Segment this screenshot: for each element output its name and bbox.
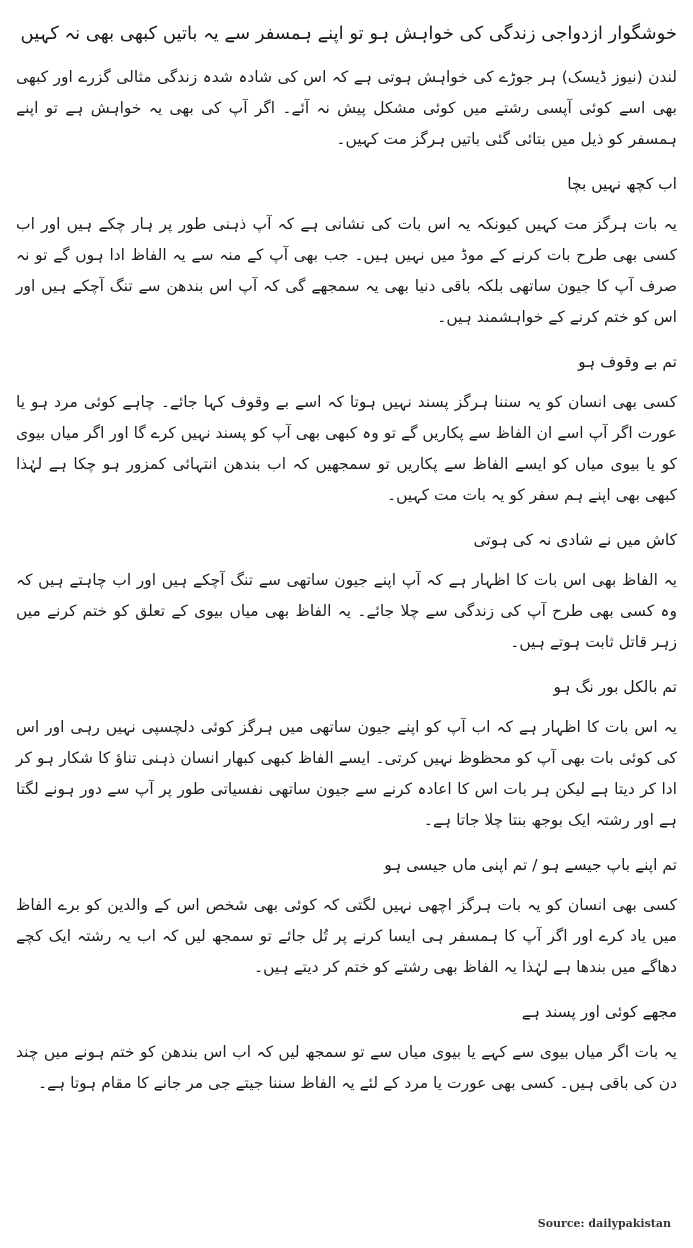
section-heading: اب کچھ نہیں بچا xyxy=(567,175,677,193)
section-body: یہ بات ہرگز مت کہیں کیونکہ یہ اس بات کی نشانی ہے کہ آپ ذہنی طور پر ہار چکے ہیں اور اب کسی بھی طرح بات کرنے کے موڈ میں نہیں ہیں۔ جب بھی آپ کے منہ سے یہ الفاظ ادا ہوں گے تو نہ صرف آپ کا جیون ساتھی بلکہ باقی دنیا بھی یہ سمجھے گی کہ آپ اس بندھن سے تنگ آچکے ہیں اور اس کو ختم کرنے کے خواہشمند ہیں۔ xyxy=(16,215,677,326)
section-body: کسی بھی انسان کو یہ سننا ہرگز پسند نہیں ہوتا کہ اسے بے وقوف کہا جائے۔ چاہے کوئی مرد ہو یا عورت اگر آپ اسے ان الفاظ سے پکاریں گے تو وہ کبھی بھی آپ کو پسند نہیں کرے گا اور اگر میاں بیوی کو یا بیوی میاں کو ایسے الفاظ سے پکاریں تو سمجھیں کہ اب بندھن انتہائی کمزور ہو چکا ہے لہٰذا کبھی بھی اپنے ہم سفر کو یہ بات مت کہیں۔ xyxy=(16,393,677,504)
section-body: یہ اس بات کا اظہار ہے کہ اب آپ کو اپنے جیون ساتھی میں ہرگز کوئی دلچسپی نہیں رہی اور اس کی کوئی بات بھی آپ کو محظوظ نہیں کرتی۔ ایسے الفاظ کبھی کبھار انسان ذہنی تناؤ کا شکار ہو کر ادا کر دیتا ہے لیکن ہر بات اس کا اعادہ کرنے سے جیون ساتھی نفسیاتی طور پر آپ سے دور ہونے لگتا ہے اور رشتہ ایک بوجھ بنتا چلا جاتا ہے۔ xyxy=(16,718,677,829)
article xyxy=(16,18,677,1099)
source-credit: Source: dailypakistan xyxy=(537,1217,671,1230)
intro-paragraph: لندن (نیوز ڈیسک) ہر جوڑے کی خواہش ہوتی ہے کہ اس کی شادہ شدہ زندگی مثالی گزرے اور کبھی بھی اسے کوئی آپسی رشتے میں کوئی مشکل پیش نہ آئے۔ اگر آپ کی بھی یہ خواہش ہے تو اپنے ہمسفر کو ذیل میں بتائی گئی باتیں ہرگز مت کہیں۔ xyxy=(16,68,677,148)
section-body: یہ الفاظ بھی اس بات کا اظہار ہے کہ آپ اپنے جیون ساتھی سے تنگ آچکے ہیں اور اب چاہتے ہیں کہ وہ کسی بھی طرح آپ کی زندگی سے چلا جائے۔ یہ الفاظ بھی میاں بیوی کے تعلق کو ختم کرنے میں زہر قاتل ثابت ہوتے ہیں۔ xyxy=(16,571,677,651)
section-heading: تم بالکل بور نگ ہو xyxy=(553,678,677,696)
article-title: خوشگوار ازدواجی زندگی کی خواہش ہو تو اپنے ہمسفر سے یہ باتیں کبھی بھی نہ کہیں xyxy=(20,23,677,44)
section xyxy=(16,850,677,983)
section xyxy=(16,347,677,511)
section xyxy=(16,997,677,1099)
section xyxy=(16,169,677,333)
section xyxy=(16,525,677,658)
section-heading: مجھے کوئی اور پسند ہے xyxy=(521,1003,677,1021)
section-heading: تم بے وقوف ہو xyxy=(578,353,677,371)
section xyxy=(16,672,677,836)
section-body: یہ بات اگر میاں بیوی سے کہے یا بیوی میاں سے تو سمجھ لیں کہ اب اس بندھن کو ختم ہونے میں چند دن کی باقی ہیں۔ کسی بھی عورت یا مرد کے لئے یہ الفاظ سننا جیتے جی مر جانے کا مقام ہوتا ہے۔ xyxy=(16,1043,677,1092)
section-heading: تم اپنے باپ جیسے ہو / تم اپنی ماں جیسی ہو xyxy=(384,856,677,874)
section-body: کسی بھی انسان کو یہ بات ہرگز اچھی نہیں لگتی کہ کوئی بھی شخص اس کے والدین کو برے الفاظ میں یاد کرے اور اگر آپ کا ہمسفر ہی ایسا کرنے پر تُل جائے تو سمجھ لیں کہ اب یہ رشتہ ایک کچے دھاگے میں بندھا ہے لہٰذا یہ الفاظ بھی رشتے کو ختم کر دیتے ہیں۔ xyxy=(16,896,677,976)
section-heading: کاش میں نے شادی نہ کی ہوتی xyxy=(473,531,677,549)
